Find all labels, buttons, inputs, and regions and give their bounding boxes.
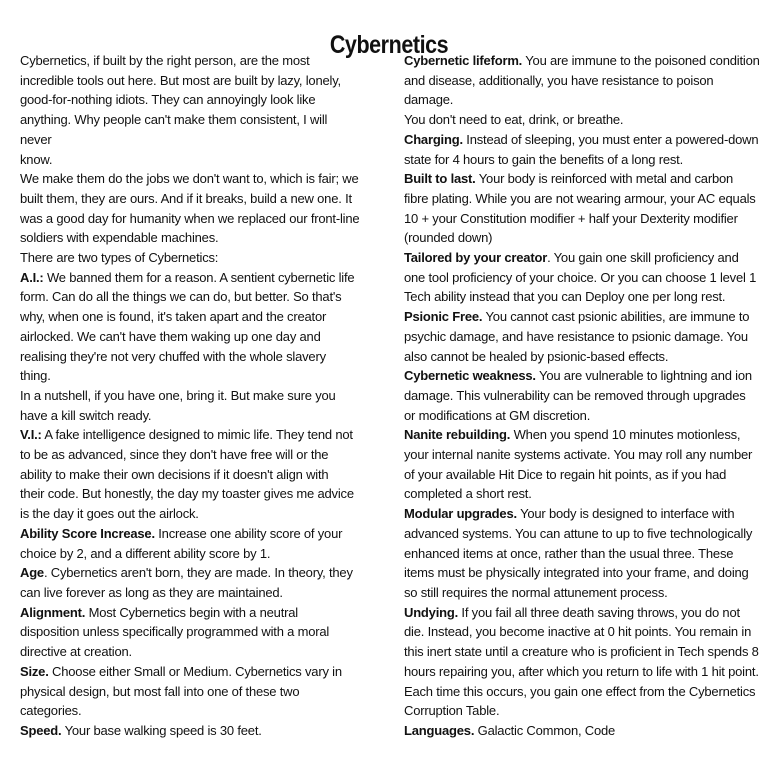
intro-line: good-for-nothing idiots. They can annoyingly look like bbox=[20, 92, 316, 108]
trait-age bbox=[20, 563, 360, 602]
ai-line bbox=[20, 268, 360, 288]
intro-line: There are two types of Cybernetics: bbox=[20, 250, 219, 266]
trait-label: Nanite rebuilding. bbox=[404, 427, 511, 443]
trait-text: When you spend 10 minutes motionless, your internal nanite systems activate. You may roll any number of your available Hit Dice to regain hit points, as if you had completed a short rest. bbox=[404, 427, 753, 502]
vi-line: ability to make their own decisions if it doesn't align with bbox=[20, 466, 329, 482]
ai-line: have a kill switch ready. bbox=[20, 407, 152, 423]
ai-line: airlocked. We can't have them waking up one day and bbox=[20, 328, 321, 344]
trait-size bbox=[20, 662, 360, 721]
trait-text: Choose either Small or Medium. Cybernetics vary in physical design, but most fall into one of these two categories. bbox=[20, 663, 342, 719]
trait-text: Your body is designed to interface with advanced systems. You can attune to up to five technologically enhanced items at once, rather than the usual three. These items must be physically integrated into your frame, and doing so still requires the normal attunement process. bbox=[404, 506, 753, 600]
trait-cybernetic-weakness bbox=[404, 366, 760, 425]
trait-label: Undying. bbox=[404, 604, 459, 620]
trait-cybernetic-lifeform bbox=[404, 51, 760, 110]
trait-label: Tailored by your creator bbox=[404, 250, 548, 266]
ai-label: A.I.: bbox=[20, 269, 44, 285]
trait-alignment bbox=[20, 603, 360, 662]
trait-text: You cannot cast psionic abilities, are immune to psychic damage, and have resistance to psionic damage. You also cannot be healed by psionic-based effects. bbox=[404, 309, 750, 364]
trait-label: Languages. bbox=[404, 722, 475, 738]
trait-undying bbox=[404, 603, 760, 721]
trait-ability-score bbox=[20, 524, 360, 563]
trait-text: Galactic Common, Code bbox=[474, 722, 616, 738]
trait-languages bbox=[404, 721, 760, 741]
intro-line: soldiers with expendable machines. bbox=[20, 230, 219, 246]
trait-text: Most Cybernetics begin with a neutral disposition unless specifically programmed with a moral directive at creation. bbox=[20, 604, 330, 660]
trait-label: Ability Score Increase. bbox=[20, 525, 155, 541]
trait-label: Charging. bbox=[404, 131, 463, 147]
ai-line: thing. bbox=[20, 368, 51, 384]
intro-line: was a good day for humanity when we replaced our front-line bbox=[20, 210, 360, 226]
trait-label: Psionic Free. bbox=[404, 309, 483, 325]
trait-psionic-free bbox=[404, 307, 760, 366]
ai-line: why, when one is found, it's taken apart and the creator bbox=[20, 309, 327, 325]
intro-line: incredible tools out here. But most are built by lazy, lonely, bbox=[20, 72, 341, 88]
intro-line: We make them do the jobs we don't want to, which is fair; we bbox=[20, 171, 359, 187]
intro-line: built them, they are ours. And if it breaks, build a new one. It bbox=[20, 190, 352, 206]
vi-label: V.I.: bbox=[20, 427, 42, 443]
ai-line: form. Can do all the things we can do, but better. So that's bbox=[20, 289, 342, 305]
trait-label: Modular upgrades. bbox=[404, 506, 517, 522]
trait-nanite-rebuilding bbox=[404, 425, 760, 504]
vi-line: is the day it goes out the airlock. bbox=[20, 506, 199, 522]
trait-label: Cybernetic weakness. bbox=[404, 368, 536, 384]
ai-line: realising they're not very chuffed with the whole slavery bbox=[20, 348, 326, 364]
vi-line: to be as advanced, since they don't have free will or the bbox=[20, 447, 329, 463]
trait-built-to-last bbox=[404, 169, 760, 248]
trait-text: Your body is reinforced with metal and carbon fibre plating. While you are not wearing armour, your AC equals 10 + your Constitution modifier + half your Dexterity modifier (rounded down) bbox=[404, 171, 756, 246]
trait-text: . Cybernetics aren't born, they are made. In theory, they can live forever as long as they are maintained. bbox=[20, 565, 353, 600]
trait-text: You are immune to the poisoned condition and disease, additionally, you have resistance to poison damage. bbox=[404, 53, 760, 108]
trait-text: . You gain one skill proficiency and one tool proficiency of your choice. Or you can choose 1 level 1 Tech ability instead that you can Deploy one per long rest. bbox=[404, 250, 757, 305]
intro-line: anything. Why people can't make them consistent, I will never bbox=[20, 112, 328, 147]
left-column bbox=[20, 51, 360, 741]
vi-text: A fake intelligence designed to mimic life. They tend not bbox=[41, 427, 353, 443]
trait-text: Instead of sleeping, you must enter a powered-down state for 4 hours to gain the benefits of a long rest. bbox=[404, 131, 759, 167]
page-title: Cybernetics bbox=[329, 30, 449, 59]
trait-label: Size. bbox=[20, 663, 49, 679]
trait-label: Age bbox=[20, 565, 44, 581]
trait-label: Cybernetic lifeform. bbox=[404, 53, 523, 68]
trait-cybernetic-lifeform-extra: You don't need to eat, drink, or breathe. bbox=[404, 112, 624, 128]
intro-line: Cybernetics, if built by the right person, are the most bbox=[20, 53, 310, 68]
trait-label: Speed. bbox=[20, 722, 62, 738]
ai-text: We banned them for a reason. A sentient cybernetic life bbox=[43, 269, 355, 285]
vi-line bbox=[20, 425, 360, 445]
trait-label: Alignment. bbox=[20, 604, 86, 620]
trait-charging bbox=[404, 130, 760, 169]
right-column bbox=[404, 51, 760, 741]
trait-tailored bbox=[404, 248, 760, 307]
intro-line: know. bbox=[20, 151, 53, 167]
trait-text: If you fail all three death saving throws, you do not die. Instead, you become inactive at 0 hit points. You remain in this inert state until a creature who is proficient in Tech spends 8 hours repairing you, after which you return to life with 1 hit point. Each time this occurs, you gain one effect from the Cybernetics Corruption Table. bbox=[404, 604, 759, 719]
trait-modular-upgrades bbox=[404, 504, 760, 603]
vi-line: their code. But honestly, the day my toaster gives me advice bbox=[20, 486, 354, 502]
trait-text: Your base walking speed is 30 feet. bbox=[61, 722, 262, 738]
ai-line: In a nutshell, if you have one, bring it. But make sure you bbox=[20, 387, 336, 403]
trait-speed bbox=[20, 721, 360, 741]
trait-text: You are vulnerable to lightning and ion damage. This vulnerability can be removed through upgrades or modifications at GM discretion. bbox=[404, 368, 752, 423]
trait-text: Increase one ability score of your choice by 2, and a different ability score by 1. bbox=[20, 525, 343, 561]
trait-label: Built to last. bbox=[404, 171, 476, 187]
